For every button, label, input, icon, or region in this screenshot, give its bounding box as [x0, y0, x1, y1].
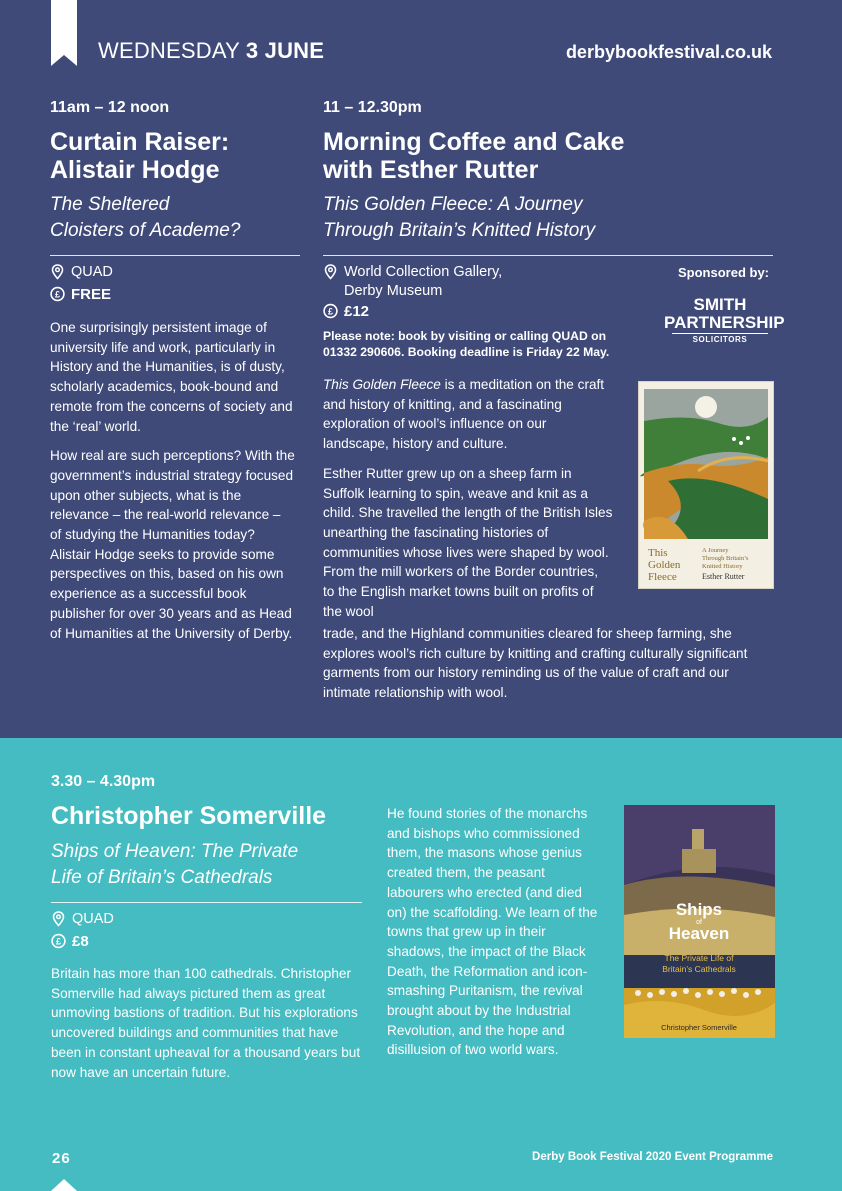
header-website-link[interactable]: derbybookfestival.co.uk [565, 42, 772, 62]
event3-price: £ £8 [51, 932, 89, 951]
event1-venue: QUAD [50, 263, 113, 282]
header-date: WEDNESDAY 3 JUNE [98, 38, 325, 63]
event2-subtitle: This Golden Fleece: A Journey Through Britain’s Knitted History [323, 194, 596, 241]
svg-text:The Private Life of: The Private Life of [664, 953, 734, 963]
ships-of-heaven-cover [624, 805, 775, 1038]
event2-venue: World Collection Gallery, Derby Museum [323, 263, 502, 301]
svg-text:Golden: Golden [648, 559, 681, 571]
event1-subtitle: The Sheltered Cloisters of Academe? [50, 194, 241, 241]
event3-subtitle: Ships of Heaven: The Private Life of Britain’s Cathedrals [51, 841, 299, 888]
page-number: 26 [52, 1150, 71, 1167]
svg-text:of: of [696, 919, 702, 926]
svg-text:This: This [648, 547, 668, 559]
event3-description-left: Britain has more than 100 cathedrals. Christopher Somerville had always pictured them as great unmoving bastions of tradition. But his explorations uncovered buildings and communities that have been in constant upheaval for a thousand years but now have an uncertain future. [51, 966, 361, 1080]
event2-description-cont: trade, and the Highland communities cleared for sheep farming, she explores wool’s rich culture by knitting and crafting culturally significant garments from our history reminding us of the value of craft and our intimate relationship with wool. [323, 626, 748, 701]
sponsor-logo: SMITH PARTNERSHIP SOLICITORS [664, 295, 785, 344]
event2-title: Morning Coffee and Cake with Esther Rutter [323, 128, 625, 184]
event1-divider [50, 255, 300, 256]
sponsor-label: Sponsored by: [678, 265, 770, 280]
bookmark-icon [51, 0, 77, 66]
event3-title: Christopher Somerville [51, 802, 327, 830]
svg-text:Britain’s Cathedrals: Britain’s Cathedrals [662, 964, 736, 974]
page-marker-icon [51, 1178, 77, 1191]
svg-text:Knitted History: Knitted History [702, 563, 743, 570]
pound-icon [51, 933, 66, 949]
event2-time: 11 – 12.30pm [323, 99, 422, 116]
pound-icon [50, 286, 65, 302]
event1-time: 11am – 12 noon [50, 99, 170, 116]
svg-text:£: £ [327, 306, 334, 317]
svg-text:A Journey: A Journey [702, 547, 729, 554]
event1-price: £ FREE [50, 285, 111, 304]
event2-booking-note: Please note: book by visiting or calling QUAD on 01332 290606. Booking deadline is Friday 22 May. [323, 329, 610, 359]
event3-divider [51, 902, 362, 903]
event1-description: One surprisingly persistent image of university life and work, particularly in History and the Humanities, is of dusty, scholarly academics, book-bound and remote from the concerns of society and the ‘real’ world. How real are such perceptions? With the government’s industrial strategy focused upon other subjects, what is the relevance – the real-world relevance – of studying the Humanities today? Alistair Hodge seeks to provide some perspectives on this, based on his own experience as a successful book publisher for over 30 years and as Head of Humanities at the University of Derby. [50, 320, 295, 641]
event3-venue: QUAD [51, 910, 114, 929]
svg-text:Esther Rutter: Esther Rutter [702, 572, 745, 581]
svg-text:Heaven: Heaven [668, 924, 730, 943]
footer-text: Derby Book Festival 2020 Event Programme [532, 1151, 773, 1163]
event2-price: £ £12 [323, 302, 369, 321]
pound-icon [323, 303, 338, 319]
event3-time: 3.30 – 4.30pm [51, 773, 156, 790]
location-pin-icon [323, 264, 338, 280]
golden-fleece-cover [638, 381, 774, 589]
event2-description: This Golden Fleece is a meditation on the craft and history of knitting, and a fascinating exploration of wool’s influence on our landscape, history and culture. Esther Rutter grew up on a sheep farm in Suffolk learning to spin, weave and knit as a child. She travelled the length of the British Isles unearthing the fascinating histories of communities whose lives were shaped by wool. From the mill workers of the Border countries, to the English market towns built on profits of the wool [323, 377, 613, 619]
event1-title: Curtain Raiser: Alistair Hodge [50, 128, 230, 184]
location-pin-icon [50, 264, 65, 280]
svg-text:£: £ [55, 936, 62, 947]
location-pin-icon [51, 911, 66, 927]
svg-text:Ships: Ships [675, 900, 723, 919]
svg-text:£: £ [54, 289, 61, 300]
event2-divider [323, 255, 773, 256]
event3-description-right: He found stories of the monarchs and bishops who commissioned them, the masons whose genius created them, the peasant labourers who erected (and died on) the scaffolding. We learn of the towns that grew up in their shadows, the impact of the Black Death, the Reformation and icon-smashing Puritanism, the revival brought about by the Industrial Revolution, and the hope and disillusion of two world wars. [387, 806, 598, 1058]
svg-text:Fleece: Fleece [648, 571, 677, 583]
svg-text:Through Britain’s: Through Britain’s [702, 555, 749, 562]
svg-text:Christopher Somerville: Christopher Somerville [661, 1023, 737, 1032]
